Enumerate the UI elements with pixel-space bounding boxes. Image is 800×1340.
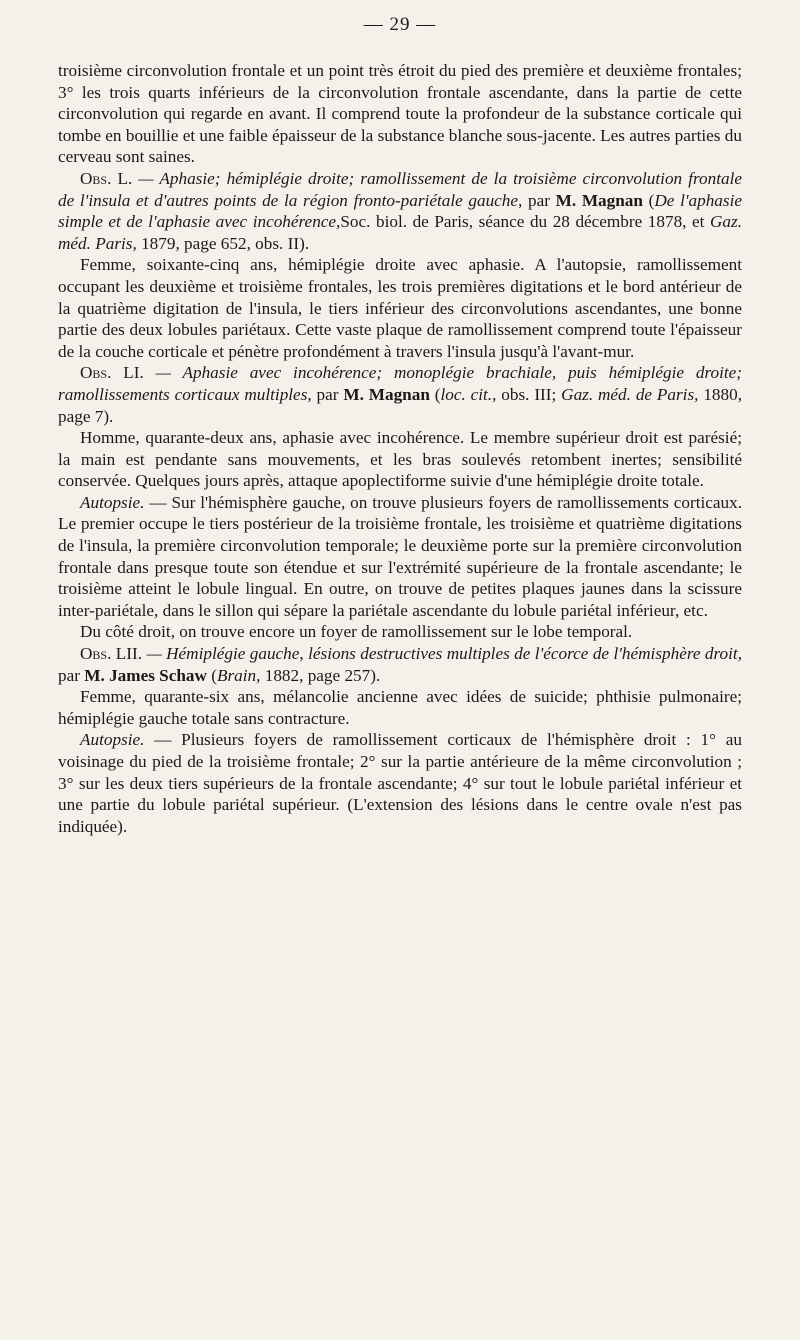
connector: par	[311, 384, 344, 404]
journal-name: Gaz. méd. Paris,	[58, 212, 742, 253]
observation-li-heading	[58, 362, 742, 427]
journal-name: Gaz. méd. de Paris,	[561, 384, 699, 404]
reference-source: Soc. biol. de Paris, séance du 28 décembre 1878, et	[340, 212, 710, 232]
reference-source: obs. III;	[496, 384, 562, 404]
connector: par	[58, 665, 85, 685]
page-body	[58, 60, 742, 837]
observation-title: — Hémiplégie gauche, lésions destructives multiples de l'écorce de l'hémisphère droit,	[142, 644, 742, 664]
author-name: M. Magnan	[555, 190, 643, 210]
observation-li-body-2: Du côté droit, on trouve encore un foyer de ramollissement sur le lobe temporal.	[80, 622, 633, 642]
author-name: M. Magnan	[343, 384, 430, 404]
ref-open: (	[429, 384, 441, 404]
reference-end: 1879, page 652, obs. II).	[136, 233, 310, 253]
autopsy-label: Autopsie.	[80, 492, 145, 512]
continued-paragraph: troisième circonvolution frontale et un point très étroit du pied des première et deuxième frontales; 3° les trois quarts inférieurs de la circonvolution frontale ascendante, dans la partie de cette circonvolution qui regarde en avant. Il comprend toute la profondeur de la substance corticale qui tombe en bouillie et une faible épaisseur de la substance blanche sous-jacente. Les autres parties du cerveau sont saines.	[58, 61, 742, 167]
observation-title: — Aphasie; hémiplégie droite; ramollissement de la troisième circonvolution frontale de l'insula et d'autres points de la région fronto-pariétale gauche,	[58, 168, 742, 210]
observation-title: — Aphasie avec incohérence; monoplégie brachiale, puis hémiplégie droite; ramollissements corticaux multiples,	[58, 363, 743, 404]
reference-title: loc. cit.,	[440, 384, 497, 404]
observation-lii-autopsy	[58, 729, 742, 837]
observation-li-body: Homme, quarante-deux ans, aphasie avec incohérence. Le membre supérieur droit est parésié; la main est pendante sans mouvements, et les bras soulevés retombent inertes; sensibilité conservée. Quelques jours après, attaque apoplectiforme suivie d'une hémiplégie droite totale.	[58, 428, 742, 491]
autopsy-text: — Plusieurs foyers de ramollissement corticaux de l'hémisphère droit : 1° au voisinage du pied de la troisième frontale; 2° sur la partie antérieure de la même circonvolution ; 3° sur les deux tiers supérieurs de la frontale ascendante; 4° sur tout le lobule pariétal inférieur et une partie du lobule pariétal supérieur. (L'extension des lésions dans le centre ovale n'est pas indiquée).	[58, 730, 742, 836]
page-number: — 29 —	[363, 14, 437, 35]
autopsy-label: Autopsie.	[80, 730, 145, 750]
observation-l-heading	[58, 168, 742, 254]
author-name: M. James Schaw	[84, 665, 207, 685]
observation-number: Obs. LII.	[80, 644, 143, 664]
journal-name: Brain,	[216, 665, 261, 685]
reference-end: 1882, page 257).	[260, 665, 381, 685]
observation-number: Obs. L.	[80, 168, 133, 188]
observation-lii-heading	[58, 643, 742, 686]
observation-l-body: Femme, soixante-cinq ans, hémiplégie droite avec aphasie. A l'autopsie, ramollissement occupant les deuxième et troisième frontales, les trois premières digitations et le bord antérieur de la quatrième digitation de l'insula, le tiers inférieur des circonvolutions ascendantes, une bonne partie des deux lobules pariétaux. Cette vaste plaque de ramollissement comprend toute l'épaisseur de la couche corticale et pénètre profondément à travers l'insula jusqu'à l'avant-mur.	[58, 255, 742, 361]
ref-open: (	[642, 190, 655, 210]
observation-number: Obs. LI.	[80, 363, 144, 383]
observation-lii-body: Femme, quarante-six ans, mélancolie ancienne avec idées de suicide; phthisie pulmonaire; hémiplégie gauche totale sans contracture.	[58, 687, 742, 728]
reference-title: De l'aphasie simple et de l'aphasie avec incohérence,	[58, 190, 742, 232]
ref-open: (	[206, 665, 217, 685]
observation-li-autopsy	[58, 492, 742, 622]
autopsy-text: — Sur l'hémisphère gauche, on trouve plusieurs foyers de ramollissements corticaux. Le premier occupe le tiers postérieur de la troisième frontale, les troisième et quatrième digitations de l'insula, la première circonvolution temporale; le deuxième porte sur la première circonvolution frontale dans presque toute son étendue et sur l'extrémité supérieure de la frontale ascendante; le troisième atteint le lobule lingual. En outre, on trouve de petites plaques jaunes dans la scissure inter-pariétale, dans le sillon qui sépare la pariétale ascendante du lobule pariétal inférieur, etc.	[58, 492, 742, 620]
reference-end: 1880, page 7).	[58, 384, 742, 426]
connector: par	[522, 190, 556, 210]
